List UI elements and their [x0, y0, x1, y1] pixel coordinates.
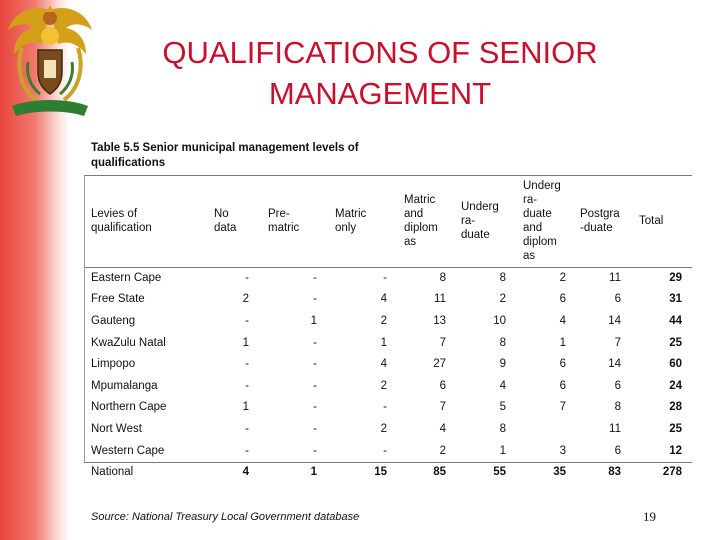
cell-total: 25 — [669, 423, 682, 435]
cell-postgraduate: 11 — [609, 272, 621, 284]
cell-matric-diploma: 11 — [434, 293, 446, 305]
header-prematric: Pre- matric — [268, 208, 300, 234]
cell-prematric: - — [313, 445, 317, 457]
cell-postgraduate: 83 — [608, 466, 621, 478]
table-row — [91, 380, 691, 398]
cell-undergraduate-diploma: 35 — [553, 466, 566, 478]
cell-total: 60 — [669, 358, 682, 370]
cell-prematric: 1 — [310, 466, 317, 478]
cell-prematric: - — [313, 358, 317, 370]
table-row — [91, 358, 691, 376]
header-undergraduate-diploma: Underg ra- duate and diplom as — [523, 180, 561, 262]
cell-matric-only: 2 — [380, 315, 387, 327]
header-no-data: No data — [214, 208, 237, 234]
cell-matric-only: 4 — [380, 358, 387, 370]
table-row — [91, 401, 691, 419]
table-row — [91, 293, 691, 311]
cell-matric-only: - — [383, 445, 387, 457]
cell-undergraduate: 55 — [493, 466, 506, 478]
cell-postgraduate: 11 — [609, 423, 621, 435]
row-label: Eastern Cape — [91, 272, 162, 284]
row-label: KwaZulu Natal — [91, 337, 166, 349]
cell-no-data: - — [245, 380, 249, 392]
row-label: Mpumalanga — [91, 380, 158, 392]
cell-matric-only: 15 — [374, 466, 387, 478]
cell-undergraduate-diploma: 2 — [559, 272, 566, 284]
cell-undergraduate: 8 — [499, 337, 506, 349]
cell-prematric: - — [313, 293, 317, 305]
title-line-1: QUALIFICATIONS OF SENIOR — [162, 35, 598, 70]
cell-undergraduate: 1 — [499, 445, 506, 457]
cell-postgraduate: 14 — [608, 315, 621, 327]
cell-matric-only: 1 — [380, 337, 387, 349]
row-label: Western Cape — [91, 445, 165, 457]
slide-title — [100, 32, 660, 114]
header-matric-diploma: Matric and diplom as — [404, 194, 438, 248]
cell-no-data: - — [245, 315, 249, 327]
table-left-rule — [84, 175, 85, 462]
cell-no-data: 1 — [242, 401, 249, 413]
cell-undergraduate-diploma: 6 — [559, 380, 566, 392]
cell-undergraduate: 5 — [499, 401, 506, 413]
row-label: Free State — [91, 293, 145, 305]
row-label: Limpopo — [91, 358, 136, 370]
cell-no-data: 2 — [242, 293, 249, 305]
cell-undergraduate: 9 — [499, 358, 506, 370]
row-label: Gauteng — [91, 315, 136, 327]
cell-matric-diploma: 27 — [433, 358, 446, 370]
cell-prematric: - — [313, 401, 317, 413]
header-bottom-rule — [84, 267, 692, 268]
header-undergraduate: Underg ra- duate — [461, 201, 499, 241]
cell-undergraduate-diploma: 3 — [559, 445, 566, 457]
table-row — [91, 272, 691, 290]
row-label: National — [91, 466, 134, 478]
cell-no-data: - — [245, 358, 249, 370]
row-label: Northern Cape — [91, 401, 167, 413]
cell-total: 25 — [669, 337, 682, 349]
cell-undergraduate: 8 — [499, 272, 506, 284]
cell-matric-only: 4 — [380, 293, 387, 305]
cell-undergraduate: 10 — [493, 315, 506, 327]
table-caption: Table 5.5 Senior municipal management levels of qualifications — [91, 142, 359, 169]
cell-undergraduate: 4 — [499, 380, 506, 392]
cell-total: 44 — [669, 315, 682, 327]
cell-prematric: 1 — [310, 315, 317, 327]
cell-postgraduate: 7 — [614, 337, 621, 349]
header-total: Total — [639, 215, 664, 227]
table-row — [91, 445, 691, 463]
coat-of-arms-icon — [2, 2, 98, 120]
cell-prematric: - — [313, 423, 317, 435]
cell-postgraduate: 14 — [608, 358, 621, 370]
cell-matric-diploma: 8 — [439, 272, 446, 284]
cell-postgraduate: 8 — [614, 401, 621, 413]
row-label: Nort West — [91, 423, 142, 435]
cell-postgraduate: 6 — [614, 293, 621, 305]
cell-prematric: - — [313, 337, 317, 349]
cell-undergraduate: 8 — [499, 423, 506, 435]
cell-undergraduate-diploma: 6 — [559, 358, 566, 370]
table-row — [91, 315, 691, 333]
page-number: 19 — [643, 509, 656, 524]
cell-total: 29 — [669, 272, 682, 284]
table-top-rule — [84, 175, 692, 176]
cell-matric-diploma: 6 — [439, 380, 446, 392]
cell-total: 28 — [669, 401, 682, 413]
cell-matric-only: - — [383, 401, 387, 413]
cell-matric-only: - — [383, 272, 387, 284]
cell-undergraduate-diploma: 1 — [559, 337, 566, 349]
title-line-2: MANAGEMENT — [268, 76, 492, 111]
cell-total: 278 — [662, 466, 682, 478]
cell-matric-only: 2 — [380, 380, 387, 392]
cell-matric-diploma: 7 — [439, 401, 446, 413]
cell-matric-diploma: 13 — [433, 315, 446, 327]
cell-no-data: - — [245, 423, 249, 435]
header-postgraduate: Postgra -duate — [580, 208, 620, 234]
header-matric-only: Matric only — [335, 208, 367, 234]
cell-postgraduate: 6 — [614, 445, 621, 457]
cell-undergraduate-diploma: 4 — [559, 315, 566, 327]
cell-matric-diploma: 2 — [439, 445, 446, 457]
cell-undergraduate: 2 — [499, 293, 506, 305]
cell-undergraduate-diploma: 6 — [559, 293, 566, 305]
cell-total: 12 — [669, 445, 682, 457]
cell-matric-diploma: 85 — [433, 466, 446, 478]
cell-total: 31 — [669, 293, 682, 305]
cell-no-data: - — [245, 445, 249, 457]
cell-no-data: 1 — [242, 337, 249, 349]
cell-postgraduate: 6 — [614, 380, 621, 392]
header-level: Levies of qualification — [91, 208, 152, 234]
table-row — [91, 423, 691, 441]
cell-matric-diploma: 4 — [439, 423, 446, 435]
table-row-national — [91, 466, 691, 484]
cell-matric-only: 2 — [380, 423, 387, 435]
cell-no-data: 4 — [242, 466, 249, 478]
cell-matric-diploma: 7 — [439, 337, 446, 349]
table-row — [91, 337, 691, 355]
cell-total: 24 — [669, 380, 682, 392]
cell-prematric: - — [313, 272, 317, 284]
cell-prematric: - — [313, 380, 317, 392]
cell-no-data: - — [245, 272, 249, 284]
source-note: Source: National Treasury Local Government database — [91, 511, 360, 523]
cell-undergraduate-diploma: 7 — [559, 401, 566, 413]
